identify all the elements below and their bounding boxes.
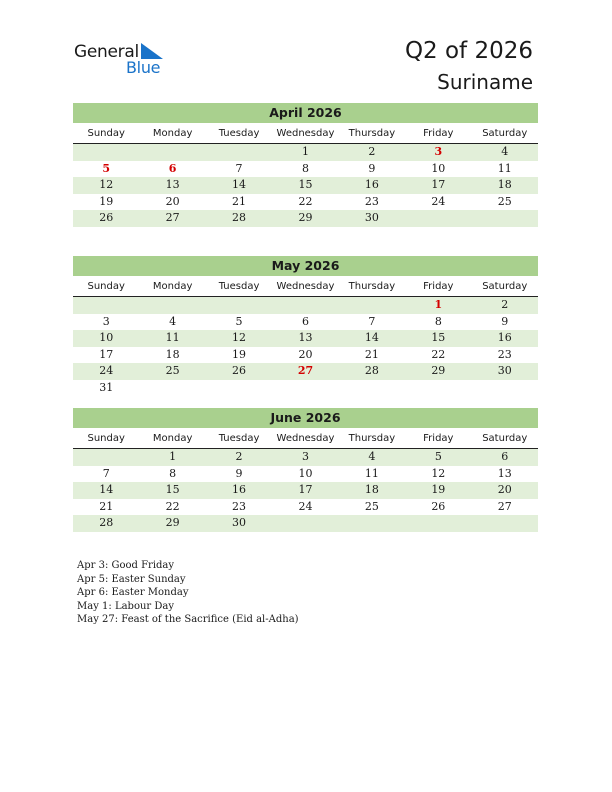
- day-cell: 16: [364, 178, 379, 192]
- day-cell: 5: [235, 314, 243, 328]
- day-cell: [272, 515, 338, 532]
- week-row: [73, 449, 538, 466]
- month-june: [73, 408, 538, 532]
- weekday-label: Tuesday: [218, 128, 260, 139]
- day-cell: 7: [368, 314, 376, 328]
- day-cell: 6: [168, 161, 177, 175]
- week-row: [73, 466, 538, 483]
- day-cell: 4: [501, 145, 509, 158]
- day-cell: 8: [301, 161, 309, 175]
- day-cell: [339, 297, 405, 314]
- holiday-note: Apr 3: Good Friday: [77, 560, 175, 571]
- weekday-label: Monday: [152, 128, 193, 139]
- day-cell: 11: [364, 466, 379, 480]
- day-cell: 20: [165, 194, 180, 208]
- day-cell: [206, 297, 272, 314]
- day-cell: 20: [298, 347, 313, 361]
- day-cell: 4: [169, 314, 177, 328]
- weekday-label: Thursday: [348, 128, 396, 139]
- day-cell: [73, 144, 139, 161]
- logo-text-blue: Blue: [126, 58, 161, 77]
- weekday-label: Thursday: [348, 281, 396, 292]
- day-cell: 26: [232, 364, 247, 378]
- day-cell: 22: [431, 347, 446, 361]
- weekday-label: Sunday: [87, 128, 125, 139]
- day-cell: 9: [368, 161, 376, 175]
- day-cell: 28: [364, 364, 379, 378]
- day-cell: 14: [232, 178, 247, 192]
- weekday-label: Friday: [423, 433, 454, 444]
- day-cell: 20: [497, 483, 512, 497]
- weekday-label: Wednesday: [276, 281, 335, 292]
- day-cell: 17: [298, 483, 313, 497]
- week-row: [73, 330, 538, 347]
- day-cell: 13: [298, 331, 313, 345]
- day-cell: 6: [501, 450, 509, 463]
- weekday-label: Saturday: [482, 281, 528, 292]
- day-cell: 26: [99, 211, 114, 225]
- day-cell: 1: [434, 298, 443, 311]
- month-april: [73, 103, 538, 227]
- day-cell: 13: [497, 466, 512, 480]
- day-cell: 12: [232, 331, 247, 345]
- day-cell: [405, 380, 471, 397]
- day-cell: 27: [497, 499, 512, 513]
- logo-triangle-icon: [141, 43, 163, 59]
- weekday-header: [73, 429, 538, 449]
- day-cell: 18: [364, 483, 379, 497]
- holiday-note: May 27: Feast of the Sacrifice (Eid al-Adha): [77, 614, 299, 626]
- day-cell: [272, 297, 338, 314]
- holiday-notes: [77, 559, 299, 627]
- week-row: [73, 161, 538, 178]
- country-name: Suriname: [437, 70, 533, 94]
- day-cell: 25: [364, 499, 379, 513]
- weeks: [73, 449, 538, 532]
- day-cell: 19: [232, 347, 247, 361]
- weekday-label: Sunday: [87, 433, 125, 444]
- day-cell: 30: [364, 211, 379, 225]
- day-cell: 24: [99, 364, 114, 378]
- day-cell: [472, 380, 538, 397]
- month-title: April 2026: [73, 103, 538, 123]
- day-cell: 10: [431, 161, 446, 175]
- day-cell: 1: [169, 450, 177, 463]
- day-cell: [472, 210, 538, 227]
- weeks: [73, 144, 538, 227]
- weekday-label: Saturday: [482, 128, 528, 139]
- week-row: [73, 210, 538, 227]
- day-cell: 12: [431, 466, 446, 480]
- day-cell: 24: [298, 499, 313, 513]
- day-cell: 8: [169, 466, 177, 480]
- day-cell: [139, 297, 205, 314]
- day-cell: 29: [431, 364, 446, 378]
- day-cell: 31: [99, 380, 114, 394]
- day-cell: 28: [99, 516, 114, 530]
- day-cell: [139, 380, 205, 397]
- weekday-label: Thursday: [348, 433, 396, 444]
- weekday-header: [73, 124, 538, 144]
- month-title: May 2026: [73, 256, 538, 276]
- day-cell: 11: [497, 161, 512, 175]
- day-cell: 29: [165, 516, 180, 530]
- weekday-label: Sunday: [87, 281, 125, 292]
- logo: [74, 42, 174, 78]
- holiday-note: Apr 6: Easter Monday: [77, 587, 189, 599]
- day-cell: 30: [497, 364, 512, 378]
- day-cell: 2: [368, 145, 376, 158]
- weekday-label: Wednesday: [276, 128, 335, 139]
- week-row: [73, 177, 538, 194]
- day-cell: 19: [99, 194, 114, 208]
- day-cell: 23: [364, 194, 379, 208]
- week-row: [73, 194, 538, 211]
- day-cell: 29: [298, 211, 313, 225]
- holiday-note: May 1: Labour Day: [77, 600, 174, 612]
- day-cell: 11: [165, 331, 180, 345]
- week-row: [73, 482, 538, 499]
- day-cell: 22: [165, 499, 180, 513]
- day-cell: 18: [497, 178, 512, 192]
- weekday-label: Tuesday: [218, 281, 260, 292]
- day-cell: 26: [431, 499, 446, 513]
- page-title: Q2 of 2026: [404, 38, 533, 64]
- weekday-label: Wednesday: [276, 433, 335, 444]
- week-row: [73, 499, 538, 516]
- day-cell: 27: [297, 364, 314, 378]
- day-cell: 21: [99, 499, 114, 513]
- weekday-label: Monday: [152, 281, 193, 292]
- day-cell: [139, 144, 205, 161]
- day-cell: [339, 515, 405, 532]
- day-cell: 23: [497, 347, 512, 361]
- day-cell: [206, 144, 272, 161]
- day-cell: 6: [301, 314, 309, 328]
- day-cell: 18: [165, 347, 180, 361]
- day-cell: 15: [298, 178, 313, 192]
- day-cell: [206, 380, 272, 397]
- week-row: [73, 347, 538, 364]
- day-cell: 3: [102, 314, 110, 328]
- day-cell: 9: [501, 314, 509, 328]
- day-cell: 5: [102, 161, 111, 175]
- day-cell: 19: [431, 483, 446, 497]
- day-cell: 23: [232, 499, 247, 513]
- day-cell: 22: [298, 194, 313, 208]
- day-cell: 25: [165, 364, 180, 378]
- week-row: [73, 297, 538, 314]
- day-cell: 2: [501, 298, 509, 311]
- day-cell: 21: [364, 347, 379, 361]
- day-cell: 15: [431, 331, 446, 345]
- day-cell: 21: [232, 194, 247, 208]
- week-row: [73, 363, 538, 380]
- logo-text-general: General: [74, 42, 139, 62]
- holiday-note: Apr 5: Easter Sunday: [77, 573, 186, 585]
- weekday-label: Friday: [423, 128, 454, 139]
- day-cell: [405, 515, 471, 532]
- day-cell: 15: [165, 483, 180, 497]
- day-cell: 17: [431, 178, 446, 192]
- day-cell: 24: [431, 194, 446, 208]
- weeks: [73, 297, 538, 397]
- day-cell: 16: [497, 331, 512, 345]
- week-row: [73, 314, 538, 331]
- day-cell: 8: [434, 314, 442, 328]
- weekday-label: Friday: [423, 281, 454, 292]
- weekday-label: Tuesday: [218, 433, 260, 444]
- day-cell: 30: [232, 516, 247, 530]
- weekday-label: Monday: [152, 433, 193, 444]
- day-cell: 28: [232, 211, 247, 225]
- day-cell: [405, 210, 471, 227]
- day-cell: 5: [434, 450, 442, 463]
- day-cell: 3: [301, 450, 309, 463]
- day-cell: 25: [497, 194, 512, 208]
- day-cell: 10: [99, 331, 114, 345]
- day-cell: [272, 380, 338, 397]
- day-cell: 1: [301, 145, 309, 158]
- day-cell: 2: [235, 450, 243, 463]
- day-cell: 27: [165, 211, 180, 225]
- day-cell: [472, 515, 538, 532]
- month-title: June 2026: [73, 408, 538, 428]
- day-cell: 4: [368, 450, 376, 463]
- day-cell: 14: [99, 483, 114, 497]
- day-cell: [73, 297, 139, 314]
- weekday-header: [73, 277, 538, 297]
- week-row: [73, 144, 538, 161]
- day-cell: 14: [364, 331, 379, 345]
- day-cell: [339, 380, 405, 397]
- day-cell: 10: [298, 466, 313, 480]
- day-cell: 7: [102, 466, 110, 480]
- day-cell: 9: [235, 466, 243, 480]
- day-cell: 12: [99, 178, 114, 192]
- day-cell: 16: [232, 483, 247, 497]
- day-cell: 13: [165, 178, 180, 192]
- day-cell: 3: [434, 145, 443, 158]
- month-may: [73, 256, 538, 397]
- weekday-label: Saturday: [482, 433, 528, 444]
- day-cell: 7: [235, 161, 243, 175]
- week-row: [73, 515, 538, 532]
- day-cell: [73, 449, 139, 466]
- day-cell: 17: [99, 347, 114, 361]
- week-row: [73, 380, 538, 397]
